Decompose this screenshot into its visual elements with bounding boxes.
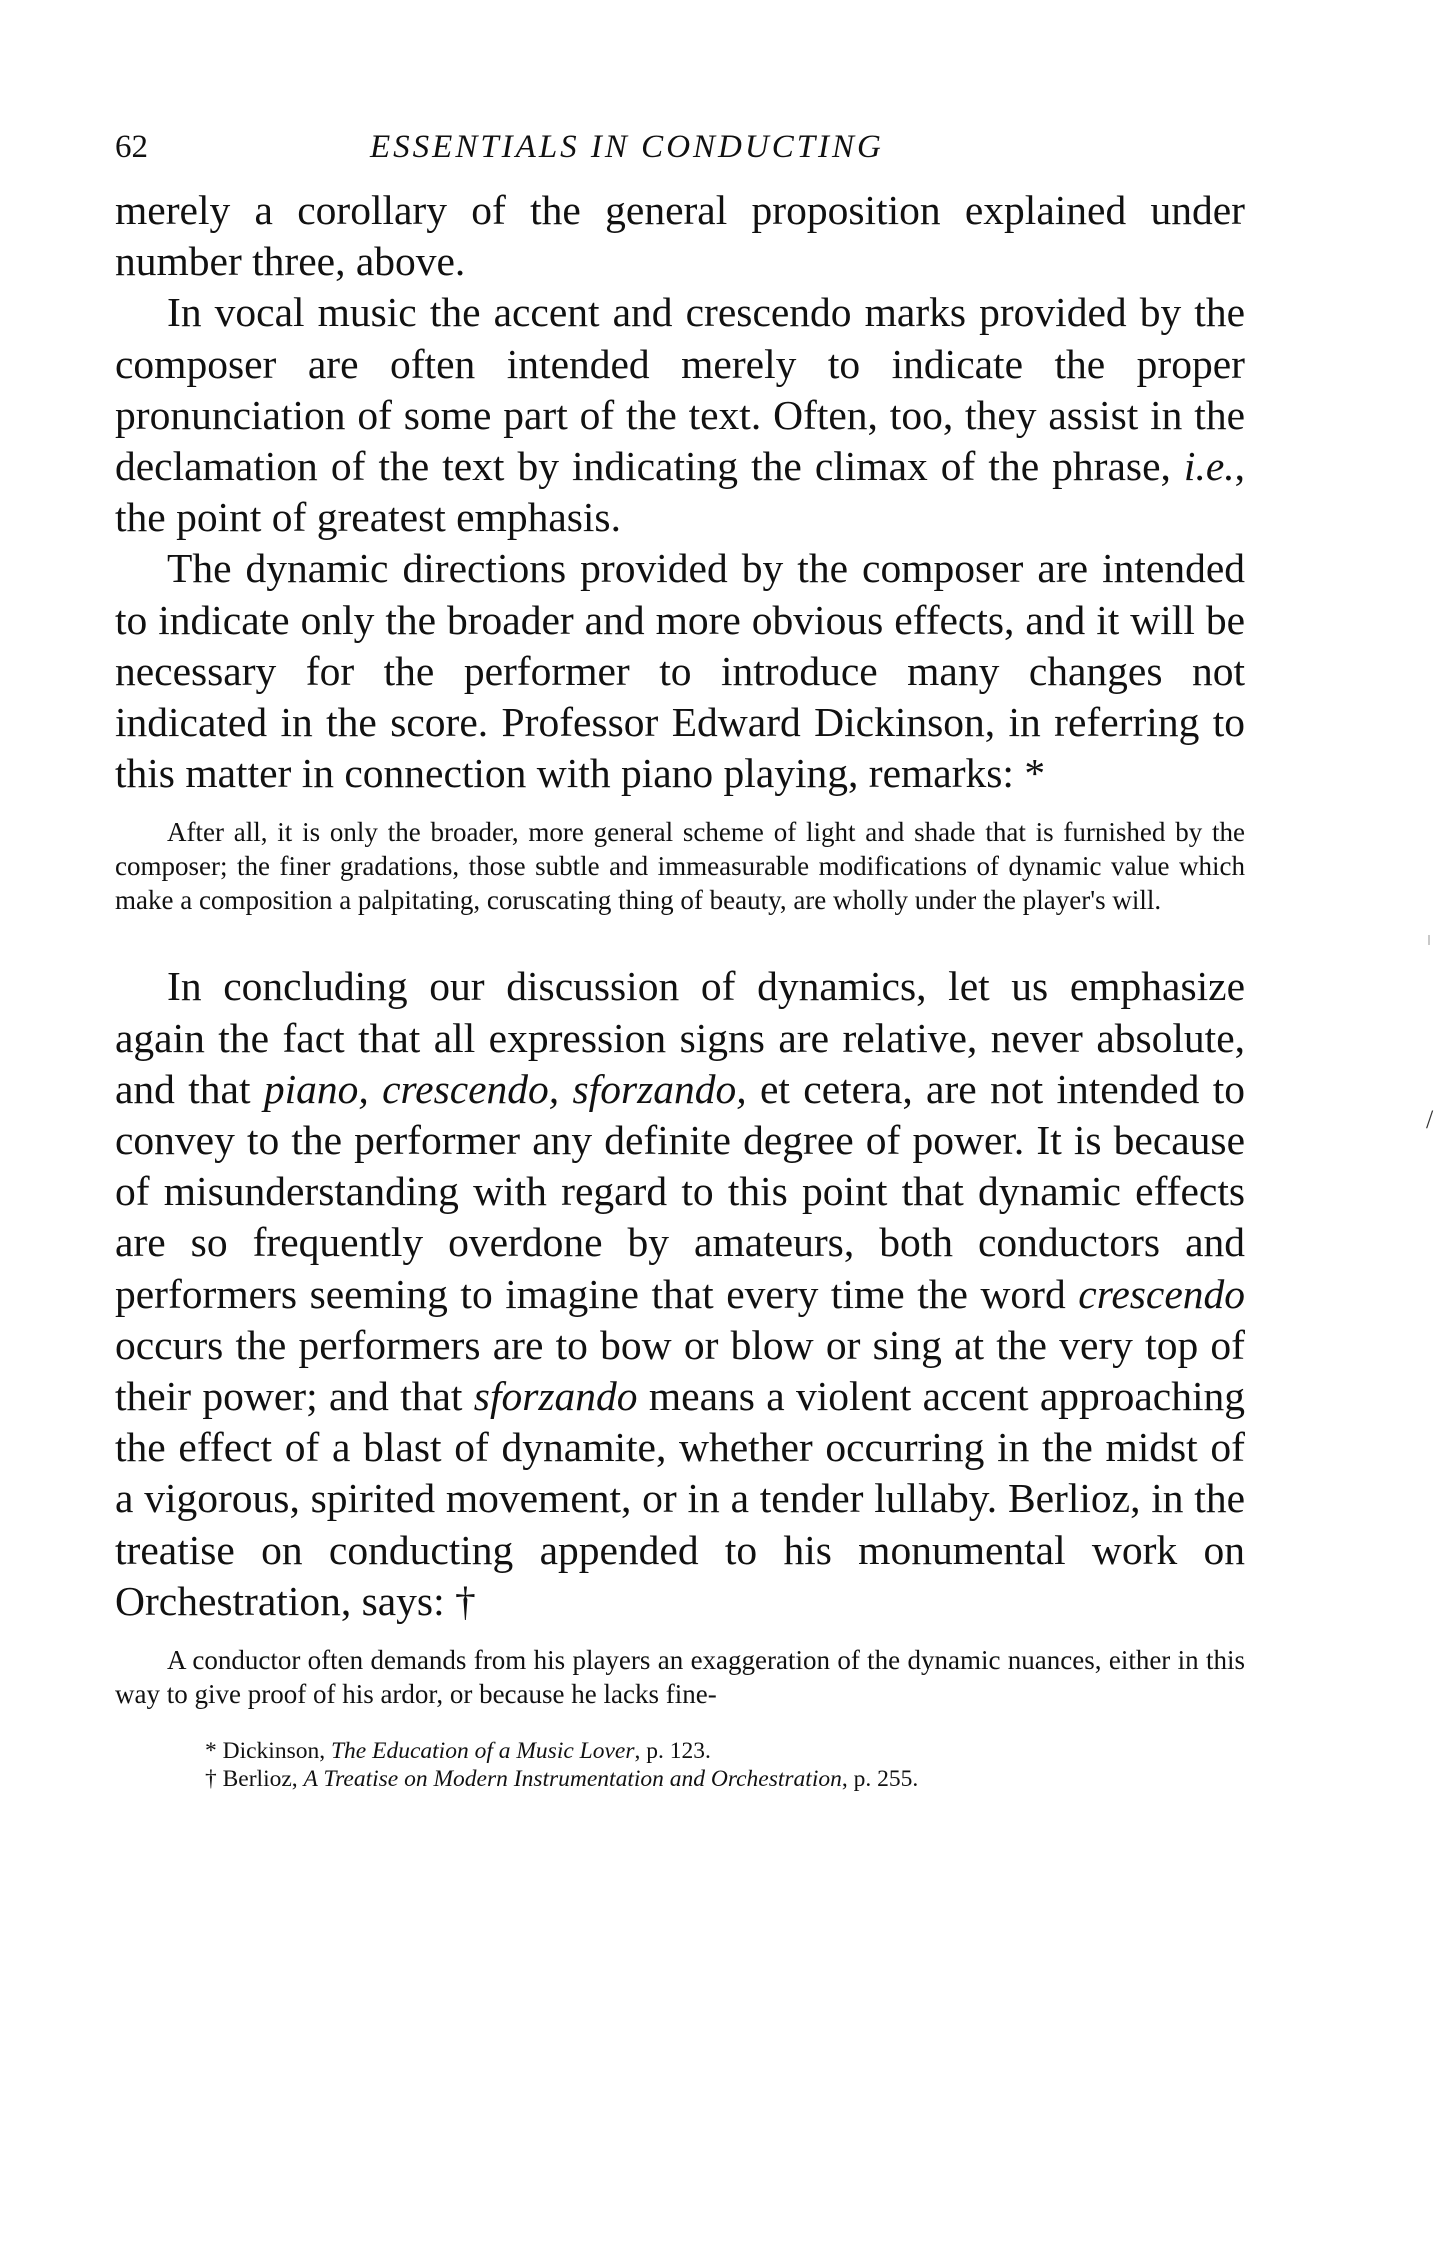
book-page xyxy=(115,125,1245,1793)
margin-stray-mark: / xyxy=(1426,1105,1434,1134)
margin-speck xyxy=(1428,935,1430,945)
spacer xyxy=(115,917,1245,961)
block-quote-berlioz: A conductor often demands from his players an exaggeration of the dynamic nuances, either in this way to give proof of his ardor, or because he lacks fine- xyxy=(115,1645,1245,1710)
footnote-berlioz: † Berlioz, A Treatise on Modern Instrumentation and Orchestration, p. 255. xyxy=(205,1766,919,1793)
paragraph-dynamic-directions: The dynamic directions provided by the composer are intended to indicate only the broader and more obvious effects, and it will be necessary for the performer to introduce many changes not indicated in the score. Professor Edward Dickinson, in referring to this matter in connection with piano playing, remarks: * xyxy=(115,545,1245,797)
footnotes xyxy=(115,1737,1245,1793)
running-title: ESSENTIALS IN CONDUCTING xyxy=(370,129,884,165)
body-text xyxy=(115,185,1245,799)
paragraph-concluding: In concluding our discussion of dynamics, let us emphasize again the fact that all expression signs are relative, never absolute, and that piano, crescendo, sforzando, et cetera, are not intended to convey to the performer any definite degree of power. It is because of misunderstanding with regard to this point that dynamic effects are so frequently overdone by amateurs, both conductors and performers seeming to imagine that every time the word crescendo occurs the performers are to bow or blow or sing at the very top of their power; and that sforzando means a violent accent approaching the effect of a blast of dynamite, whether occurring in the midst of a vigorous, spirited movement, or in a tender lullaby. Berlioz, in the treatise on conducting appended to his monumental work on Orchestration, says: † xyxy=(115,963,1245,1624)
block-quote-dickinson: After all, it is only the broader, more general scheme of light and shade that is furnished by the composer; the finer gradations, those subtle and immeasurable modifications of dynamic value which make a composition a palpitating, coruscating thing of beauty, are wholly under the player's will. xyxy=(115,817,1245,916)
body-text-continued xyxy=(115,961,1245,1627)
paragraph-continuation: merely a corollary of the general proposition explained under number three, above. xyxy=(115,187,1245,285)
footnote-dickinson: * Dickinson, The Education of a Music Lover, p. 123. xyxy=(205,1738,711,1765)
running-head xyxy=(115,125,1245,185)
page-number: 62 xyxy=(115,129,148,165)
paragraph-vocal-music: In vocal music the accent and crescendo marks provided by the composer are often intended merely to indicate the proper pronunciation of some part of the text. Often, too, they assist in the declamation of the text by indicating the climax of the phrase, i.e., the point of greatest emphasis. xyxy=(115,289,1245,541)
